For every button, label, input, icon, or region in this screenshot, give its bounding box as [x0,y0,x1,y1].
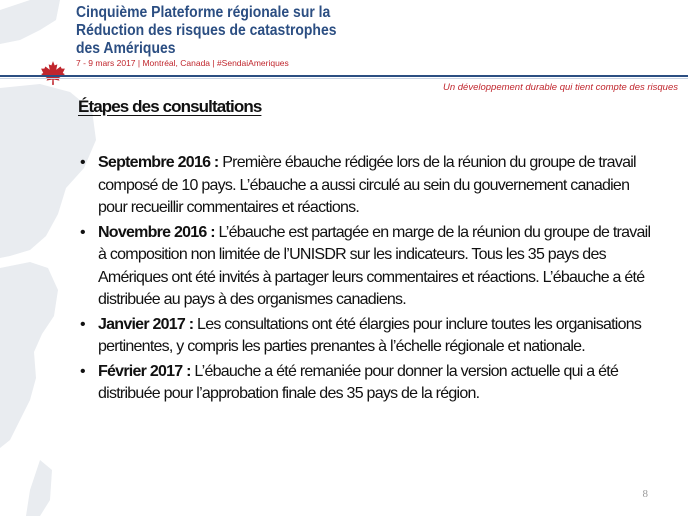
bullet-text: L’ébauche est partagée en marge de la réunion du groupe de travail à composition non limitée de l’UNISDR sur les indicateurs. Tous les 35 pays des Amériques ont été invités à partager leurs commentaires et réactions. L’ébauche a été distribuée au pays à des organismes canadiens. [98,223,651,308]
bullet-label: Janvier 2017 : [98,315,194,333]
bullet-icon: • [80,154,85,171]
list-item [80,222,660,312]
header-title-line: des Amériques [76,40,176,57]
bullet-label: Février 2017 : [98,362,191,380]
list-item [80,361,660,406]
bullet-list [80,152,660,408]
bullet-text: L’ébauche a été remaniée pour donner la version actuelle qui a été distribuée pour l’approbation finale des 35 pays de la région. [98,362,619,402]
section-title: Étapes des consultations [78,97,262,116]
bullet-text: Première ébauche rédigée lors de la réunion du groupe de travail composé de 10 pays. L’ébauche a aussi circulé au sein du gouvernement canadien pour recueillir commentaires et réactions. [98,154,636,216]
tagline: Un développement durable qui tient compte des risques [442,82,678,93]
header-divider [0,75,688,77]
list-item [80,152,660,220]
header-divider-light [0,78,688,79]
maple-leaf-icon [40,60,66,86]
bullet-text: Les consultations ont été élargies pour inclure toutes les organisations pertinentes, y compris les parties prenantes à l’échelle régionale et nationale. [98,315,642,355]
header-title [76,4,346,58]
header-title-line: Réduction des risques de catastrophes [76,22,337,39]
header-title-line: Cinquième Plateforme régionale sur la [76,4,331,21]
bullet-icon: • [80,223,85,241]
event-details: 7 - 9 mars 2017 | Montréal, Canada | #SendaiAmeriques [76,58,289,68]
bullet-label: Septembre 2016 : [98,154,219,171]
list-item [80,314,660,359]
page-number: 8 [642,488,648,500]
bullet-icon: • [80,362,85,380]
bullet-icon: • [80,315,85,333]
bullet-label: Novembre 2016 : [98,223,215,241]
